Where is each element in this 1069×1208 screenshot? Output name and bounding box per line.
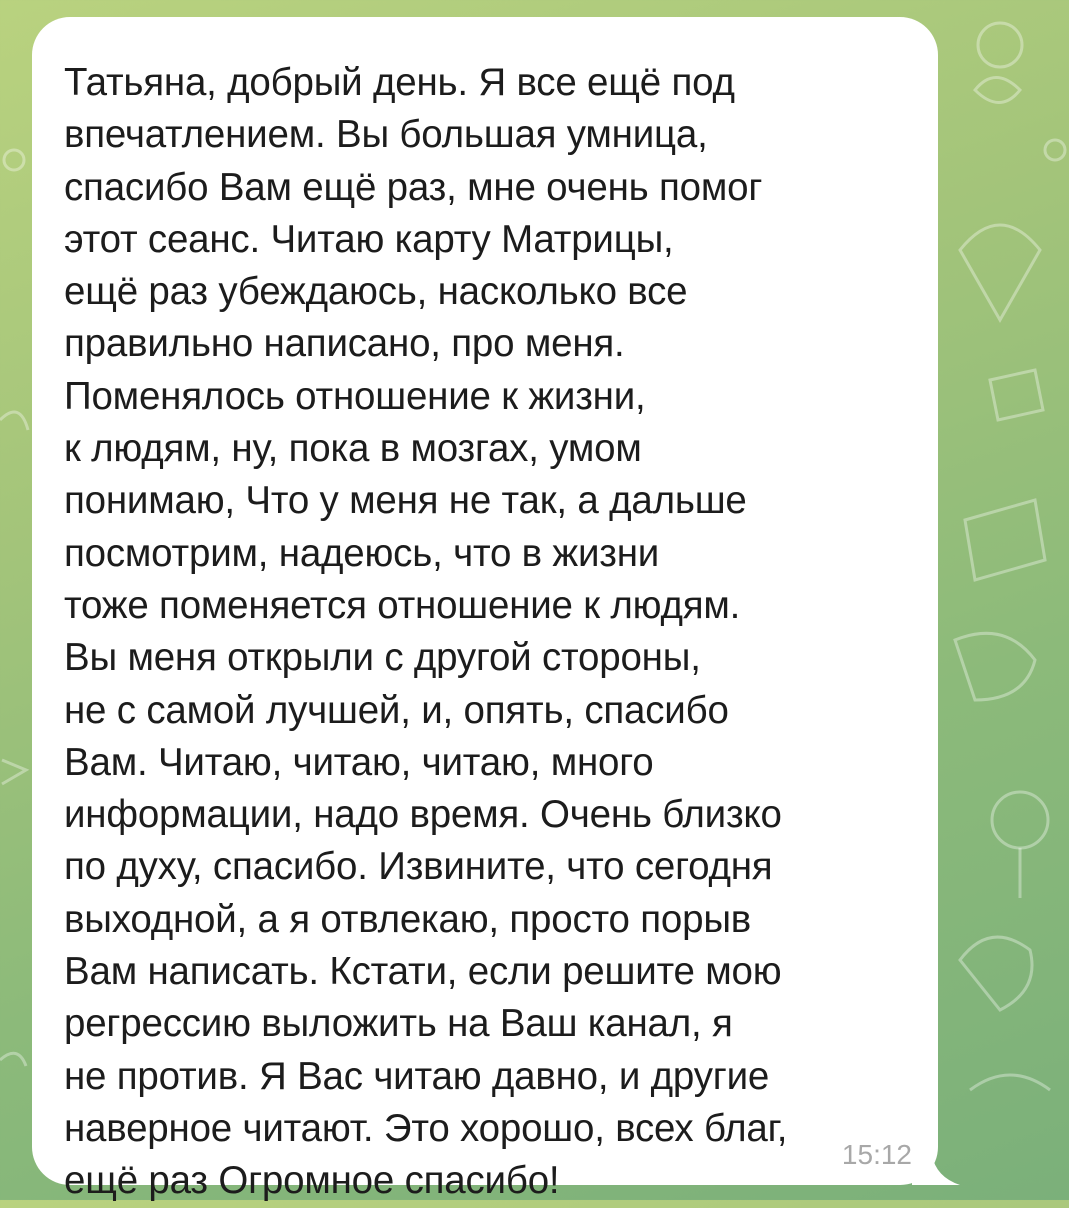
doodle-wave-icon-2 (0, 1053, 26, 1066)
doodle-dot-icon (1045, 140, 1065, 160)
doodle-pizza-icon (955, 633, 1035, 700)
doodle-arrow-icon (2, 760, 26, 784)
message-bubble[interactable] (32, 17, 938, 1203)
bubble-tail-icon (912, 1155, 962, 1185)
doodle-flashlight-icon (990, 370, 1043, 420)
doodle-wave-icon (0, 412, 28, 430)
doodle-circle-icon (4, 150, 24, 170)
doodle-fish-icon (970, 1075, 1050, 1090)
doodle-sun-icon (978, 23, 1022, 67)
doodle-leaf-icon (975, 78, 1020, 103)
doodle-balloon-icon (960, 225, 1040, 320)
doodle-box-icon (965, 500, 1045, 580)
message-timestamp: 15:12 (841, 1139, 912, 1170)
doodle-lollipop-icon (992, 792, 1048, 848)
doodle-umbrella-icon (960, 937, 1032, 1010)
message-text: Татьяна, добрый день. Я все ещё под впечатлением. Вы большая умница, спасибо Вам ещё раз, мне очень помог этот сеанс. Читаю карту Матрицы, ещё раз убеждаюсь, насколько все правильно написано, про меня. Поменялось отношение к жизни, к людям, ну, пока в мозгах, умом понимаю, Что у меня не так, а дальше посмотрим, надеюсь, что в жизни тоже поменяется отношение к людям. Вы меня открыли с другой стороны, не с самой лучшей, и, опять, спасибо Вам. Читаю, читаю, читаю, много информации, надо время. Очень близко по духу, спасибо. Извините, что сегодня выходной, а я отвлекаю, просто порыв Вам написать. Кстати, если решите мою регрессию выложить на Ваш канал, я не против. Я Вас читаю давно, и другие наверное читают. Это хорошо, всех благ, ещё раз Огромное спасибо! (64, 61, 788, 1203)
